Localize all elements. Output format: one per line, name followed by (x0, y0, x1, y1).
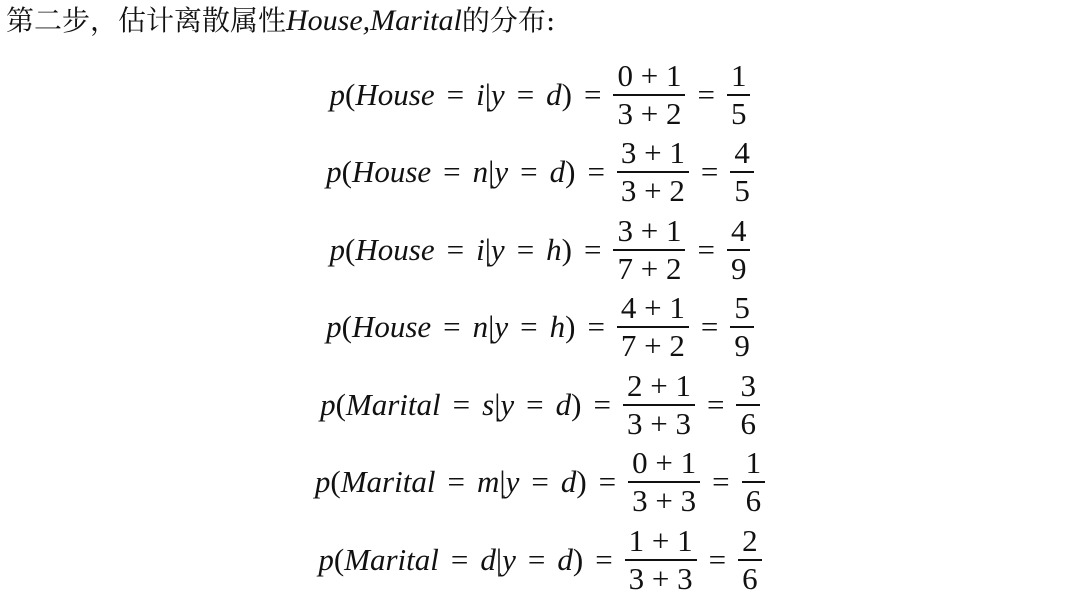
result-fraction (727, 213, 751, 287)
equals-sign: = (712, 464, 730, 500)
fraction-denominator: 3 + 2 (613, 94, 685, 132)
equation-lhs: p(Marital = m|y = d) (314, 464, 587, 500)
lhs-attribute: Marital (344, 541, 439, 577)
heading-attr-house: House (286, 4, 363, 37)
lhs-attribute: House (355, 76, 435, 112)
equals-sign: = (584, 76, 602, 112)
equation-row (0, 289, 1080, 367)
smoothed-fraction (613, 58, 685, 132)
equals-sign: = (593, 386, 611, 422)
fraction-denominator: 3 + 3 (628, 481, 700, 519)
equation-list (0, 56, 1080, 599)
lhs-class: d (557, 541, 573, 577)
result-numerator: 5 (734, 290, 750, 326)
equals-sign: = (697, 76, 715, 112)
lhs-class: d (560, 464, 577, 500)
equation-row (0, 211, 1080, 289)
result-fraction (730, 135, 754, 209)
fraction-denominator: 7 + 2 (613, 249, 685, 287)
result-fraction (738, 523, 762, 597)
lhs-value: m (476, 464, 500, 500)
smoothed-fraction (617, 290, 689, 364)
fraction-numerator: 2 + 1 (626, 367, 691, 403)
result-denominator: 6 (738, 559, 762, 597)
lhs-attribute: Marital (340, 464, 436, 500)
equation-lhs: p(Marital = s|y = d) (320, 386, 582, 422)
equation-row (0, 521, 1080, 599)
equation-row (0, 366, 1080, 444)
result-denominator: 9 (730, 326, 754, 364)
fraction-denominator: 3 + 3 (625, 559, 697, 597)
equation-row (0, 56, 1080, 134)
lhs-value: s (482, 386, 495, 422)
result-numerator: 2 (742, 522, 758, 558)
equals-sign: = (598, 464, 617, 500)
lhs-class: d (546, 76, 562, 112)
heading-suffix: 的分布: (461, 4, 556, 37)
result-fraction (727, 58, 751, 132)
result-numerator: 4 (730, 212, 747, 248)
result-denominator: 6 (742, 481, 766, 519)
result-numerator: 4 (734, 135, 750, 171)
smoothed-fraction (623, 368, 695, 442)
equation-lhs: p(House = i|y = d) (329, 76, 572, 112)
smoothed-fraction (613, 213, 685, 287)
lhs-attribute: House (351, 309, 432, 345)
result-fraction (730, 290, 754, 364)
fraction-numerator: 0 + 1 (617, 57, 682, 93)
fraction-denominator: 7 + 2 (617, 326, 689, 364)
lhs-attribute: Marital (345, 386, 441, 422)
lhs-value: d (480, 541, 496, 577)
step-heading (6, 2, 555, 40)
result-numerator: 1 (730, 57, 747, 93)
result-numerator: 1 (745, 445, 762, 481)
equation-lhs: p(House = n|y = h) (326, 309, 576, 345)
lhs-class: h (549, 309, 566, 345)
lhs-class: d (555, 386, 572, 422)
result-fraction (742, 445, 766, 519)
heading-prefix: 第二步，估计离散属性 (6, 4, 287, 37)
result-denominator: 9 (727, 249, 751, 287)
equals-sign: = (595, 541, 613, 577)
fraction-numerator: 3 + 1 (617, 212, 682, 248)
equation-lhs: p(Marital = d|y = d) (318, 541, 584, 577)
smoothed-fraction (628, 445, 700, 519)
equals-sign: = (700, 309, 719, 345)
equals-sign: = (700, 154, 719, 190)
equation-row (0, 444, 1080, 522)
lhs-value: i (476, 231, 485, 267)
result-denominator: 5 (730, 171, 754, 209)
fraction-numerator: 4 + 1 (620, 290, 685, 326)
fraction-denominator: 3 + 3 (623, 404, 695, 442)
equals-sign: = (708, 541, 727, 577)
result-numerator: 3 (740, 367, 756, 403)
lhs-class: h (546, 231, 562, 267)
heading-attr-marital: Marital (370, 4, 462, 37)
fraction-numerator: 3 + 1 (620, 135, 685, 171)
smoothed-fraction (617, 135, 689, 209)
equals-sign: = (587, 154, 605, 190)
lhs-attribute: House (351, 154, 432, 190)
lhs-class: d (549, 154, 566, 190)
heading-separator: , (362, 4, 371, 37)
equation-row (0, 134, 1080, 212)
equals-sign: = (587, 309, 605, 345)
fraction-numerator: 1 + 1 (628, 522, 693, 558)
result-denominator: 5 (727, 94, 751, 132)
lhs-value: i (476, 76, 485, 112)
lhs-value: n (472, 309, 489, 345)
equals-sign: = (697, 231, 715, 267)
equation-lhs: p(House = i|y = h) (329, 231, 572, 267)
result-fraction (736, 368, 760, 442)
lhs-attribute: House (355, 231, 435, 267)
equation-lhs: p(House = n|y = d) (326, 154, 576, 190)
equals-sign: = (706, 386, 725, 422)
equals-sign: = (584, 231, 602, 267)
result-denominator: 6 (736, 404, 760, 442)
smoothed-fraction (625, 523, 697, 597)
fraction-numerator: 0 + 1 (632, 445, 697, 481)
lhs-value: n (472, 154, 489, 190)
fraction-denominator: 3 + 2 (617, 171, 689, 209)
